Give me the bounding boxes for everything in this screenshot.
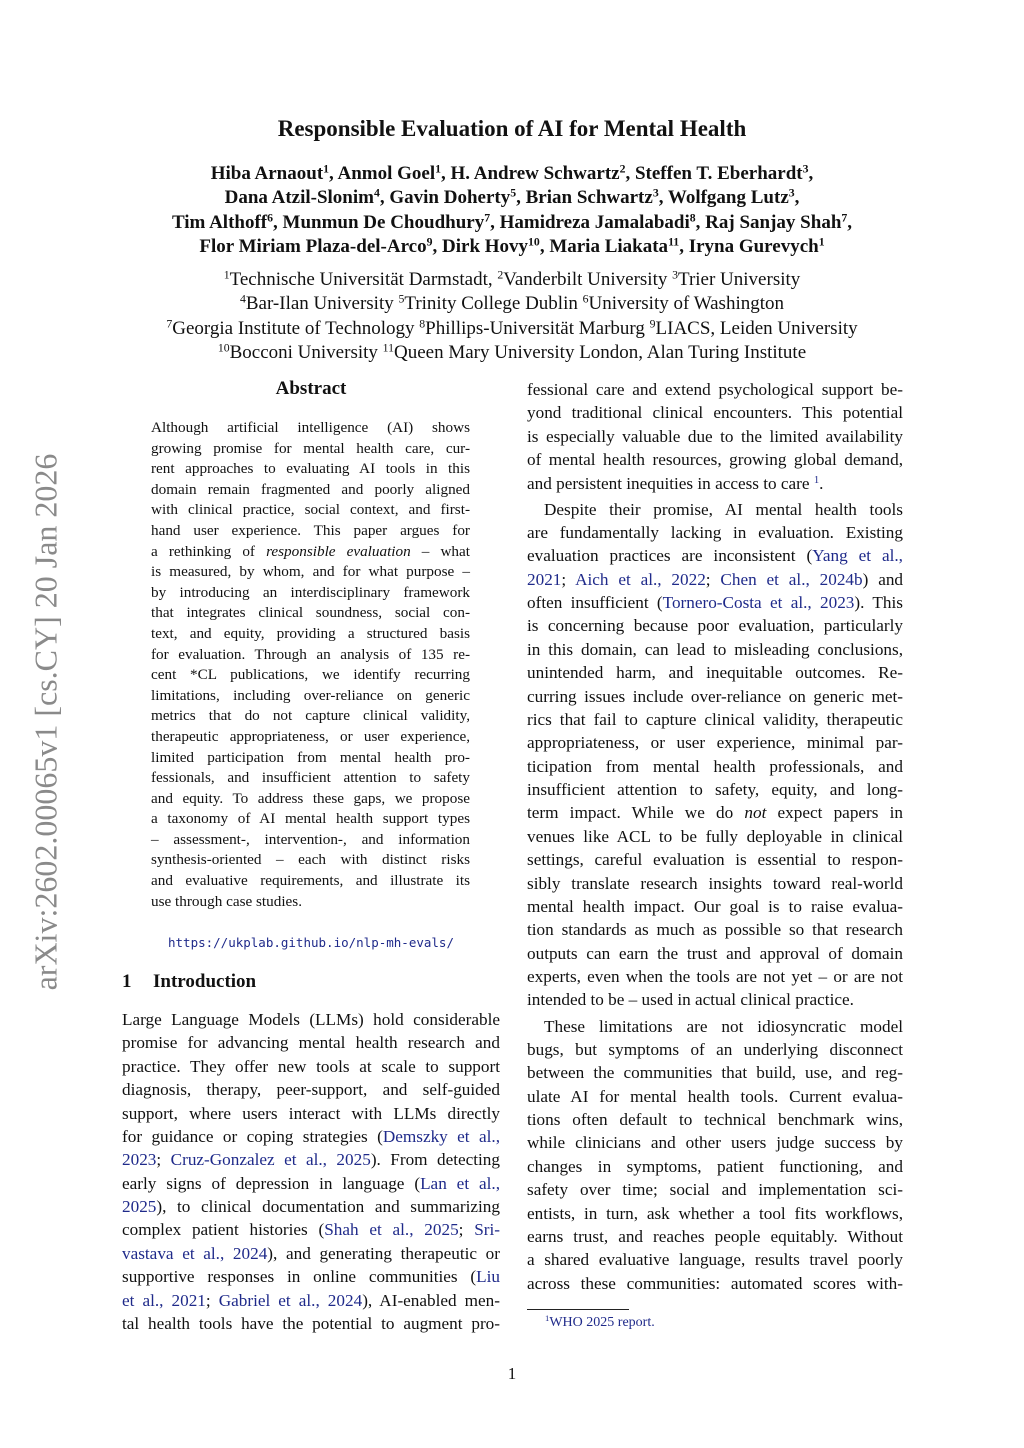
text-line: earns trust, and reaches people equitably. Without [527,1226,903,1246]
affiliation-name: Trinity College Dublin [404,293,583,315]
text-segment: ; [705,569,721,589]
author-affiliation-mark: 3 [788,186,795,200]
citation-link[interactable]: Lan et al., [420,1173,500,1193]
text-line: are fundamentally lacking in evaluation. Existing [527,522,903,542]
text-segment: supportive responses in online communities ( [122,1267,477,1287]
introduction-body [122,1008,500,1335]
text-segment: ), and generating therapeutic or [267,1243,500,1263]
text-line [527,472,903,495]
text-line: by introducing an interdisciplinary framework [151,583,470,601]
text-line: a shared evaluative language, results travel poorly [527,1250,903,1270]
text-line: curring issues include over-reliance on generic met- [527,686,903,706]
author-name: Iryna Gurevych [688,235,819,257]
affiliation-row [0,317,1024,341]
author-affiliation-mark: 1 [435,162,442,176]
text-line [527,591,903,614]
text-line: of mental health resources, growing global demand, [527,450,903,470]
author-affiliation-mark: 5 [510,186,517,200]
text-line: promise for advancing mental health research and [122,1033,500,1053]
text-line: while clinicians and other users judge success by [527,1133,903,1153]
affiliation-name: University of Washington [588,293,785,315]
text-segment: and persistent inequities in access to care [527,473,814,493]
author-name: Brian Schwartz [525,187,653,209]
text-segment: evaluation practices are inconsistent ( [527,546,813,566]
affiliation-list [0,268,1024,365]
text-line: is concerning because poor evaluation, particularly [527,616,903,636]
author-name: Gavin Doherty [389,187,511,209]
text-line: domain remain fragmented and poorly aligned [151,480,470,498]
citation-link[interactable]: et al., 2021 [122,1290,206,1310]
right-column-body [527,378,903,1295]
text-line [151,542,470,563]
text-line: insufficient attention to safety, equity, and long- [527,780,903,800]
author-row: Hiba Arnaout$^1$, Anmol Goel$^1$, H. Andrew Schwartz$^2$, Steffen T. Eberhardt$^3$, [210,162,814,184]
author-name: Munmun De Choudhury [282,211,485,233]
emphasis-text: responsible evaluation [266,542,411,560]
text-segment: a rethinking of [151,542,267,560]
affiliation-name: Queen Mary University London, Alan Turing Institute [393,341,807,363]
citation-link[interactable]: Tornero-Costa et al., 2023 [662,593,855,613]
affiliation-name: Phillips-Universität Marburg [425,317,650,339]
text-line [122,1172,500,1195]
text-line: ticipation from mental health professionals, and [527,756,903,776]
author-name: Raj Sanjay Shah [705,211,842,233]
text-line: experts, even when the tools are not yet – or are not [527,967,903,987]
citation-link[interactable]: Gabriel et al., 2024 [218,1290,363,1310]
text-line: metrics that do not capture clinical validity, [151,707,470,725]
affiliation-name: Bar-Ilan University [245,293,399,315]
text-line: Despite their promise, AI mental health tools [544,499,903,519]
text-line: diagnosis, therapy, peer-support, and self-guided [122,1080,500,1100]
text-line: is measured, by whom, and for what purpose – [151,563,470,581]
text-line: practice. They offer new tools at scale to support [122,1056,500,1076]
text-line: unintended harm, and inequitable outcomes. Re- [527,663,903,683]
text-line: limited participation from mental health pro- [151,748,470,766]
author-affiliation-mark: 10 [528,235,540,249]
text-line: fessionals, and insufficient attention to safety [151,769,470,787]
affiliation-mark: 1 [223,268,230,282]
citation-link[interactable]: Sri- [474,1220,500,1240]
paragraph [527,498,903,1012]
text-line: tal health tools have the potential to augment pro- [122,1313,500,1333]
arxiv-identifier: arXiv:2602.00065v1 [cs.CY] 20 Jan 2026 [27,453,64,991]
text-segment: ). From detecting [370,1150,500,1170]
text-line [527,568,903,591]
author-affiliation-mark: 9 [426,235,433,249]
text-segment: for guidance or coping strategies ( [122,1126,383,1146]
text-segment: early signs of depression in language ( [122,1173,421,1193]
text-line: outputs can earn the trust and approval of domain [527,943,903,963]
text-segment: – what [410,542,470,560]
paragraph [122,1008,500,1335]
text-line: intended to be – used in actual clinical practice. [527,990,854,1010]
text-line: safety over time; social and implementation sci- [527,1180,903,1200]
text-line: a taxonomy of AI mental health support types [151,810,470,828]
text-line: Large Language Models (LLMs) hold considerable [122,1010,500,1029]
text-line: hand user experience. This paper argues for [151,521,470,539]
text-segment: ; [458,1220,475,1240]
text-line: ulate AI for mental health tools. Current evalua- [527,1086,903,1106]
text-line: venues like ACL to be fully deployable in clinical [527,826,903,846]
author-name: H. Andrew Schwartz [450,163,620,184]
footnote-text: WHO 2025 report. [549,1315,655,1330]
citation-link[interactable]: Cruz-Gonzalez et al., 2025 [170,1150,371,1170]
author-affiliation-mark: 4 [373,186,380,200]
affiliation-mark: 3 [672,268,678,282]
text-line: limitations, including over-reliance on generic [151,686,470,704]
text-line [122,1195,500,1218]
text-segment: ; [561,569,576,589]
citation-link[interactable]: Demszky et al., [382,1126,500,1146]
footnote-mark-link: 1 [813,474,820,486]
text-segment: expect papers in [766,803,904,823]
text-segment: ; [156,1150,171,1170]
section-heading-introduction [122,971,256,993]
text-line: and evaluative requirements, and illustrate its [151,872,470,890]
citation-link[interactable]: Liu [476,1267,500,1287]
affiliation-name: Bocconi University [229,341,383,363]
text-segment: complex patient histories ( [122,1220,325,1240]
author-name: Dirk Hovy [442,235,529,257]
paragraph [151,418,470,912]
author-name: Wolfgang Lutz [667,187,789,209]
text-line [122,1265,500,1288]
text-line: – assessment-, intervention-, and information [151,830,470,848]
paper-title: Responsible Evaluation of AI for Mental Health [277,116,747,141]
text-segment: ; [205,1290,219,1310]
citation-link[interactable]: Yang et al., [812,546,903,566]
citation-link[interactable]: 2025 [122,1197,157,1216]
footnote-mark: 1 [545,1313,550,1324]
citation-link[interactable]: 2021 [527,569,562,589]
text-line: across these communities: automated scores with- [527,1273,903,1293]
text-segment: term impact. While we do [527,803,745,823]
affiliation-mark: 5 [398,292,405,306]
text-line: bugs, but symptoms of an underlying disconnect [527,1039,903,1059]
affiliation-name: LIACS, Leiden University [655,317,858,339]
text-line: that integrates clinical soundness, social con- [151,604,470,622]
author-name: Flor Miriam Plaza-del-Arco [199,235,427,257]
author-affiliation-mark: 1 [818,235,825,249]
text-line: synthesis-oriented – each with distinct risks [151,851,470,869]
affiliation-name: Technische Universität Darmstadt, [229,269,498,290]
text-line [122,1242,500,1265]
text-line: mental health impact. Our goal is to raise evalua- [527,896,903,916]
author-name: Maria Liakata [549,235,669,257]
author-name: Steffen T. Eberhardt [634,163,803,184]
author-name: Hamidreza Jamalabadi [499,211,690,233]
affiliation-row [0,268,1024,292]
abstract-heading: Abstract [275,378,347,399]
text-line: settings, careful evaluation is essential to respon- [527,850,903,870]
author-affiliation-mark: 7 [841,211,848,225]
text-line: growing promise for mental health care, cur- [151,439,470,457]
text-line: in this domain, can lead to misleading conclusions, [527,639,903,659]
citation-link[interactable]: vastava et al., 2024 [122,1243,268,1263]
author-affiliation-mark: 7 [484,211,491,225]
text-line: sibly translate research insights toward real-world [527,873,903,893]
text-line: therapeutic appropriateness, or user experience, [151,727,470,745]
affiliation-mark: 4 [239,292,246,306]
author-affiliation-mark: 3 [652,186,659,200]
section-title: Introduction [153,971,257,992]
text-line: fessional care and extend psychological support be- [527,380,903,399]
footnote [545,1315,655,1331]
text-line: These limitations are not idiosyncratic model [544,1016,903,1036]
author-row: Tim Althoff$^6$, Munmun De Choudhury$^7$, Hamidreza Jamalabadi$^8$, Raj Sanjay Shah$^7$, [171,211,853,233]
text-line: entists, in turn, ask whether a tool fits workflows, [527,1203,903,1223]
footnote-rule [527,1309,629,1310]
section-number: 1 [122,971,132,992]
text-line [122,1218,500,1241]
abstract-body [151,418,470,912]
text-line [122,1148,500,1171]
affiliation-mark: 11 [382,341,394,355]
author-affiliation-mark: 6 [267,211,274,225]
affiliation-name: Vanderbilt University [503,269,673,290]
affiliation-mark: 7 [166,317,173,331]
author-name: Hiba Arnaout [210,163,324,184]
text-line: cent *CL publications, we identify recurring [151,666,470,684]
author-name: Dana Atzil-Slonim [224,187,374,209]
citation-link[interactable]: Chen et al., 2024b [720,569,863,589]
text-segment: ), to clinical documentation and summarizing [156,1197,500,1216]
text-line [122,1289,500,1312]
citation-link[interactable]: 2023 [122,1150,157,1170]
paragraph [527,378,903,495]
text-line: yond traditional clinical encounters. This potential [527,403,903,423]
author-affiliation-mark: 3 [802,162,809,176]
author-row: Dana Atzil-Slonim$^4$, Gavin Doherty$^5$, Brian Schwartz$^3$, Wolfgang Lutz$^3$, [224,186,800,209]
affiliation-mark: 8 [419,317,426,331]
text-line [527,801,903,824]
text-line: for evaluation. Through an analysis of 135 re- [151,645,470,663]
text-segment: ) and [862,569,904,589]
author-row: Flor Miriam Plaza-del-Arco$^9$, Dirk Hovy$^{10}$, Maria Liakata$^{11}$, Iryna Gurevych$^1$ [199,235,825,257]
affiliation-row [0,292,1024,316]
affiliation-mark: 9 [649,317,656,331]
citation-link[interactable]: Shah et al., 2025 [324,1220,459,1240]
text-line [527,544,903,567]
text-line: use through case studies. [151,892,302,910]
affiliation-mark: 10 [217,341,230,355]
page-number: 1 [507,1364,517,1383]
text-line: rics that fail to capture clinical validity, therapeutic [527,709,903,729]
text-line: is especially valuable due to the limited availability [527,426,903,446]
author-affiliation-mark: 2 [619,162,626,176]
affiliation-mark: 6 [582,292,589,306]
text-line: tions often default to technical benchmark wins, [527,1110,903,1129]
paragraph [527,1015,903,1296]
text-segment: ). This [854,593,903,613]
text-segment: ), AI-enabled men- [362,1290,500,1310]
text-segment: . [819,473,824,493]
text-line: tion standards as much as possible so that research [527,920,903,940]
project-url-link[interactable]: https://ukplab.github.io/nlp-mh-evals/ [168,935,454,950]
author-affiliation-mark: 1 [323,162,330,176]
text-line [122,1125,500,1148]
affiliation-name: Georgia Institute of Technology [172,317,420,339]
affiliation-mark: 2 [497,268,504,282]
text-segment: often insufficient ( [527,593,663,613]
author-affiliation-mark: 8 [689,211,696,225]
affiliation-name: Trier University [678,269,801,290]
text-line: text, and equity, providing a structured basis [151,624,470,642]
text-line: with clinical practice, social context, and first- [151,501,470,519]
text-line: and equity. To address these gaps, we propose [151,789,470,807]
author-affiliation-mark: 11 [668,235,680,249]
text-line: appropriateness, or user experience, minimal par- [527,733,903,753]
text-line: support, where users interact with LLMs directly [122,1103,500,1123]
author-name: Tim Althoff [171,211,268,233]
text-line: changes in symptoms, patient functioning, and [527,1156,903,1176]
emphasis-text: not [744,803,767,823]
text-line: Although artificial intelligence (AI) shows [151,419,470,436]
citation-link[interactable]: Aich et al., 2022 [575,569,706,589]
text-line: between the communities that build, use, and reg- [527,1063,903,1083]
text-line: rent approaches to evaluating AI tools in this [151,460,470,478]
author-name: Anmol Goel [337,163,436,184]
affiliation-row [0,341,1024,365]
author-list [0,162,1024,259]
